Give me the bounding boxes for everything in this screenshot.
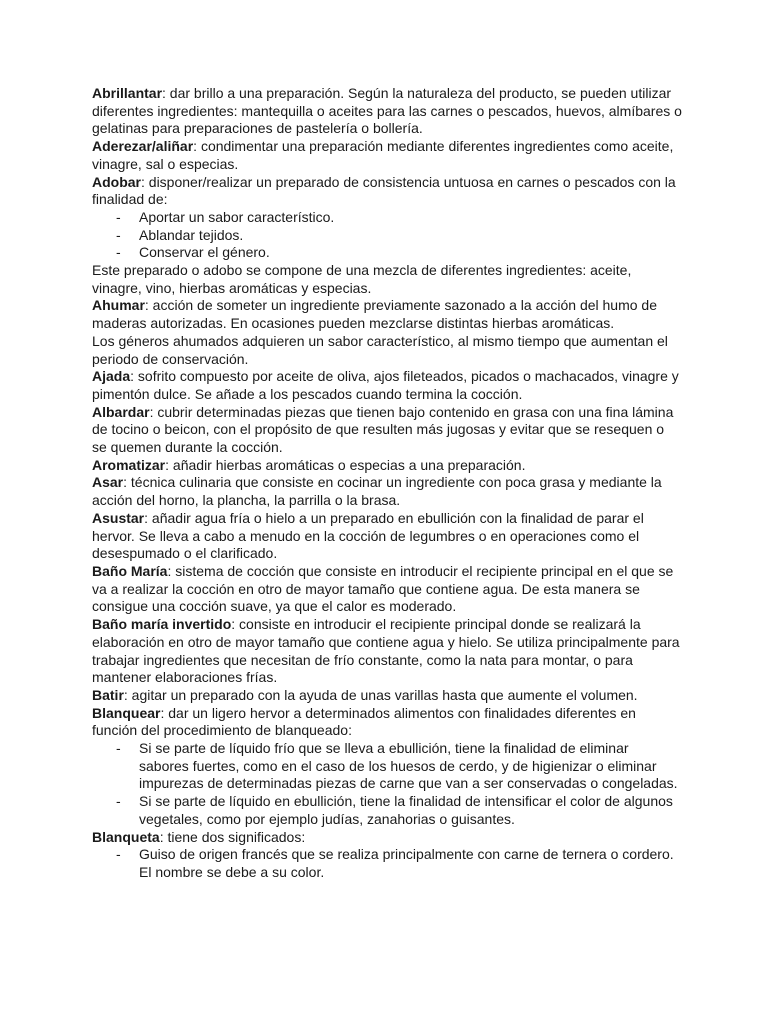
entry-definition: : cubrir determinadas piezas que tienen bajo contenido en grasa con una fina lámina de tocino o beicon, con el propósito de que resulten más jugosas y evitar que se resequen o se quemen durante la cocción. xyxy=(92,403,674,456)
entry-definition: : dar brillo a una preparación. Según la naturaleza del producto, se pueden utilizar diferentes ingredientes: mantequilla o aceites para las carnes o pescados, huevos, almíbares o gelatinas para preparaciones de pastelería o bollería. xyxy=(92,85,682,137)
dash-bullet: - xyxy=(116,793,121,810)
glossary-entry-blanquear xyxy=(92,705,682,829)
entry-definition: : sistema de cocción que consiste en introducir el recipiente principal en el que se va a realizar la cocción en otro de mayor tamaño que contiene agua. De esta manera se consigue una cocción suave, ya que el calor es moderado. xyxy=(92,562,674,615)
bullet-list xyxy=(92,209,682,262)
glossary-entry-aromatizar xyxy=(92,457,682,475)
dash-bullet: - xyxy=(116,226,121,243)
glossary-entry-aderezar xyxy=(92,138,682,173)
entry-definition: : disponer/realizar un preparado de consistencia untuosa en carnes o pescados con la finalidad de: xyxy=(92,173,676,208)
entry-definition: : dar un ligero hervor a determinados alimentos con finalidades diferentes en función del procedimiento de blanqueado: xyxy=(92,704,636,739)
entry-term: Baño maría invertido xyxy=(92,616,232,633)
entry-definition: : acción de someter un ingrediente previamente sazonado a la acción del humo de maderas autorizadas. En ocasiones pueden mezclarse distintas hierbas aromáticas. xyxy=(92,297,658,332)
entry-definition: : condimentar una preparación mediante diferentes ingredientes como aceite, vinagre, sal o especias. xyxy=(92,138,674,172)
entry-term: Adobar xyxy=(92,173,141,190)
glossary-entry-batir xyxy=(92,687,682,705)
glossary-entry-ahumar xyxy=(92,297,682,368)
list-item: - Si se parte de líquido frío que se lleva a ebullición, tiene la finalidad de eliminar sabores fuertes, como en el caso de los huesos de cerdo, y de higienizar o eliminar impurezas de determinadas piezas de carne que van a ser conservadas o congeladas. xyxy=(116,740,678,792)
entry-term: Asar xyxy=(92,474,124,491)
entry-definition: : añadir hierbas aromáticas o especias a una preparación. xyxy=(165,456,526,473)
list-item: - Guiso de origen francés que se realiza principalmente con carne de ternera o cordero. El nombre se debe a su color. xyxy=(116,846,674,880)
glossary-entry-asustar xyxy=(92,510,682,563)
dash-bullet: - xyxy=(116,208,121,225)
entry-term: Aromatizar xyxy=(92,456,166,473)
list-item: - Conservar el género. xyxy=(116,244,270,261)
entry-definition: : técnica culinaria que consiste en cocinar un ingrediente con poca grasa y mediante la acción del horno, la plancha, la parrilla o la brasa. xyxy=(92,474,662,509)
entry-definition: : tiene dos significados: xyxy=(159,828,306,845)
list-item: - Aportar un sabor característico. xyxy=(116,208,335,225)
glossary-entry-ajada xyxy=(92,368,682,403)
glossary-entry-albardar xyxy=(92,404,682,457)
list-item: - Ablandar tejidos. xyxy=(116,226,244,243)
glossary-entry-blanqueta xyxy=(92,829,682,882)
entry-term: Ahumar xyxy=(92,297,145,314)
list-item: - Si se parte de líquido en ebullición, tiene la finalidad de intensificar el color de algunos vegetales, como por ejemplo judías, zanahorias o guisantes. xyxy=(116,793,673,827)
glossary-entry-abrillantar xyxy=(92,85,682,138)
entry-definition: : sofrito compuesto por aceite de oliva, ajos fileteados, picados o machacados, vinagre y pimentón dulce. Se añade a los pescados cuando termina la cocción. xyxy=(92,368,679,402)
dash-bullet: - xyxy=(116,740,121,757)
entry-term: Asustar xyxy=(92,509,145,526)
glossary-entry-bano-maria xyxy=(92,563,682,616)
entry-term: Aderezar/aliñar xyxy=(92,138,194,155)
dash-bullet: - xyxy=(116,846,121,863)
entry-term: Blanqueta xyxy=(92,828,160,845)
dash-bullet: - xyxy=(116,244,121,261)
entry-term: Albardar xyxy=(92,403,150,420)
entry-term: Blanquear xyxy=(92,704,161,721)
entry-continuation: Este preparado o adobo se compone de una mezcla de diferentes ingredientes: aceite, vinagre, vino, hierbas aromáticas y especias. xyxy=(92,262,632,296)
entry-term: Ajada xyxy=(92,368,131,385)
entry-definition: : agitar un preparado con la ayuda de unas varillas hasta que aumente el volumen. xyxy=(123,686,638,703)
entry-term: Baño María xyxy=(92,562,168,579)
entry-definition: : añadir agua fría o hielo a un preparado en ebullición con la finalidad de parar el hervor. Se lleva a cabo a menudo en la cocción de legumbres o en operaciones como el desespumado o el clarificado. xyxy=(92,509,644,562)
entry-definition: : consiste en introducir el recipiente principal donde se realizará la elaboración en otro de mayor tamaño que contiene agua y hielo. Se utiliza principalmente para trabajar ingredientes que necesitan de frío constante, como la nata para montar, o para mantener elaboraciones frías. xyxy=(92,616,680,686)
entry-continuation: Los géneros ahumados adquieren un sabor característico, al mismo tiempo que aumentan el periodo de conservación. xyxy=(92,332,668,367)
glossary-entry-adobar xyxy=(92,174,682,298)
bullet-list xyxy=(92,740,682,829)
glossary-entry-bano-maria-invertido xyxy=(92,616,682,687)
entry-term: Batir xyxy=(92,686,124,703)
glossary-entry-asar xyxy=(92,474,682,509)
glossary-page xyxy=(92,85,682,882)
bullet-list xyxy=(92,846,682,881)
entry-term: Abrillantar xyxy=(92,85,163,101)
